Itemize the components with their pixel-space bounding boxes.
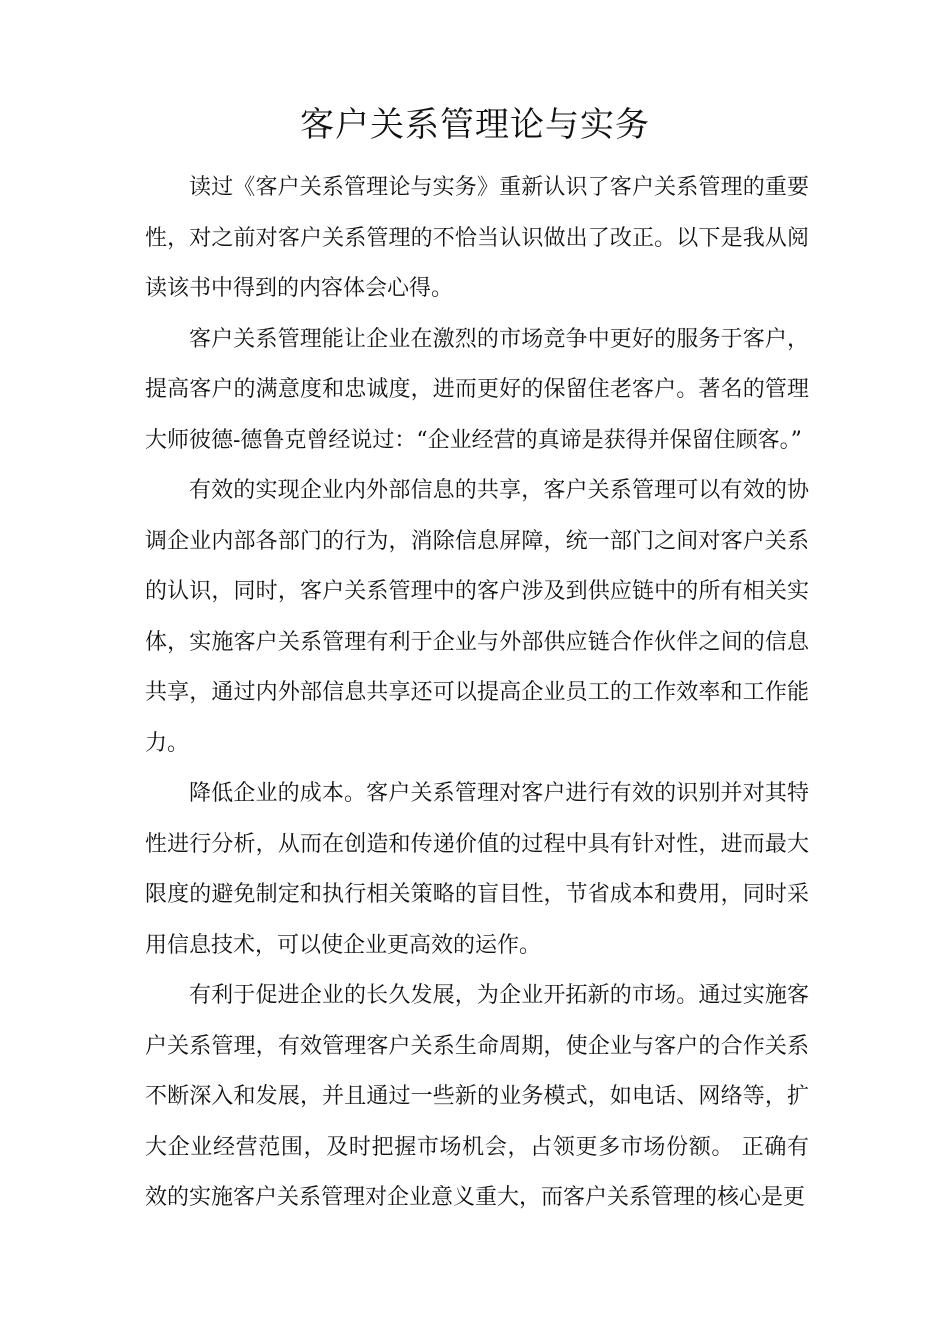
- paragraph-5: 有利于促进企业的长久发展，为企业开拓新的市场。通过实施客户关系管理，有效管理客户关系生命周期，使企业与客户的合作关系不断深入和发展，并且通过一些新的业务模式，如电话、网络等，扩大企业经营范围，及时把握市场机会，占领更多市场份额。 正确有效的实施客户关系管理对企业意义重大，而客户关系管理的核心是更: [145, 983, 809, 1210]
- paragraph-2: 客户关系管理能让企业在激烈的市场竞争中更好的服务于客户，提高客户的满意度和忠诚度，进而更好的保留住老客户。著名的管理大师彼德-德鲁克曾经说过：“企业经营的真谛是获得并保留住顾客。”: [145, 326, 809, 453]
- document-title: 客户关系管理论与实务: [300, 105, 650, 145]
- paragraph-4: 降低企业的成本。客户关系管理对客户进行有效的识别并对其特性进行分析，从而在创造和传递价值的过程中具有针对性，进而最大限度的避免制定和执行相关策略的盲目性，节省成本和费用，同时采用信息技术，可以使企业更高效的运作。: [145, 781, 809, 958]
- document-body: [145, 163, 809, 1224]
- paragraph-1: 读过《客户关系管理论与实务》重新认识了客户关系管理的重要性，对之前对客户关系管理的不恰当认识做出了改正。以下是我从阅读该书中得到的内容体会心得。: [145, 175, 809, 301]
- paragraph-3: 有效的实现企业内外部信息的共享，客户关系管理可以有效的协调企业内部各部门的行为，消除信息屏障，统一部门之间对客户关系的认识，同时，客户关系管理中的客户涉及到供应链中的所有相关实体，实施客户关系管理有利于企业与外部供应链合作伙伴之间的信息共享，通过内外部信息共享还可以提高企业员工的工作效率和工作能力。: [145, 478, 809, 756]
